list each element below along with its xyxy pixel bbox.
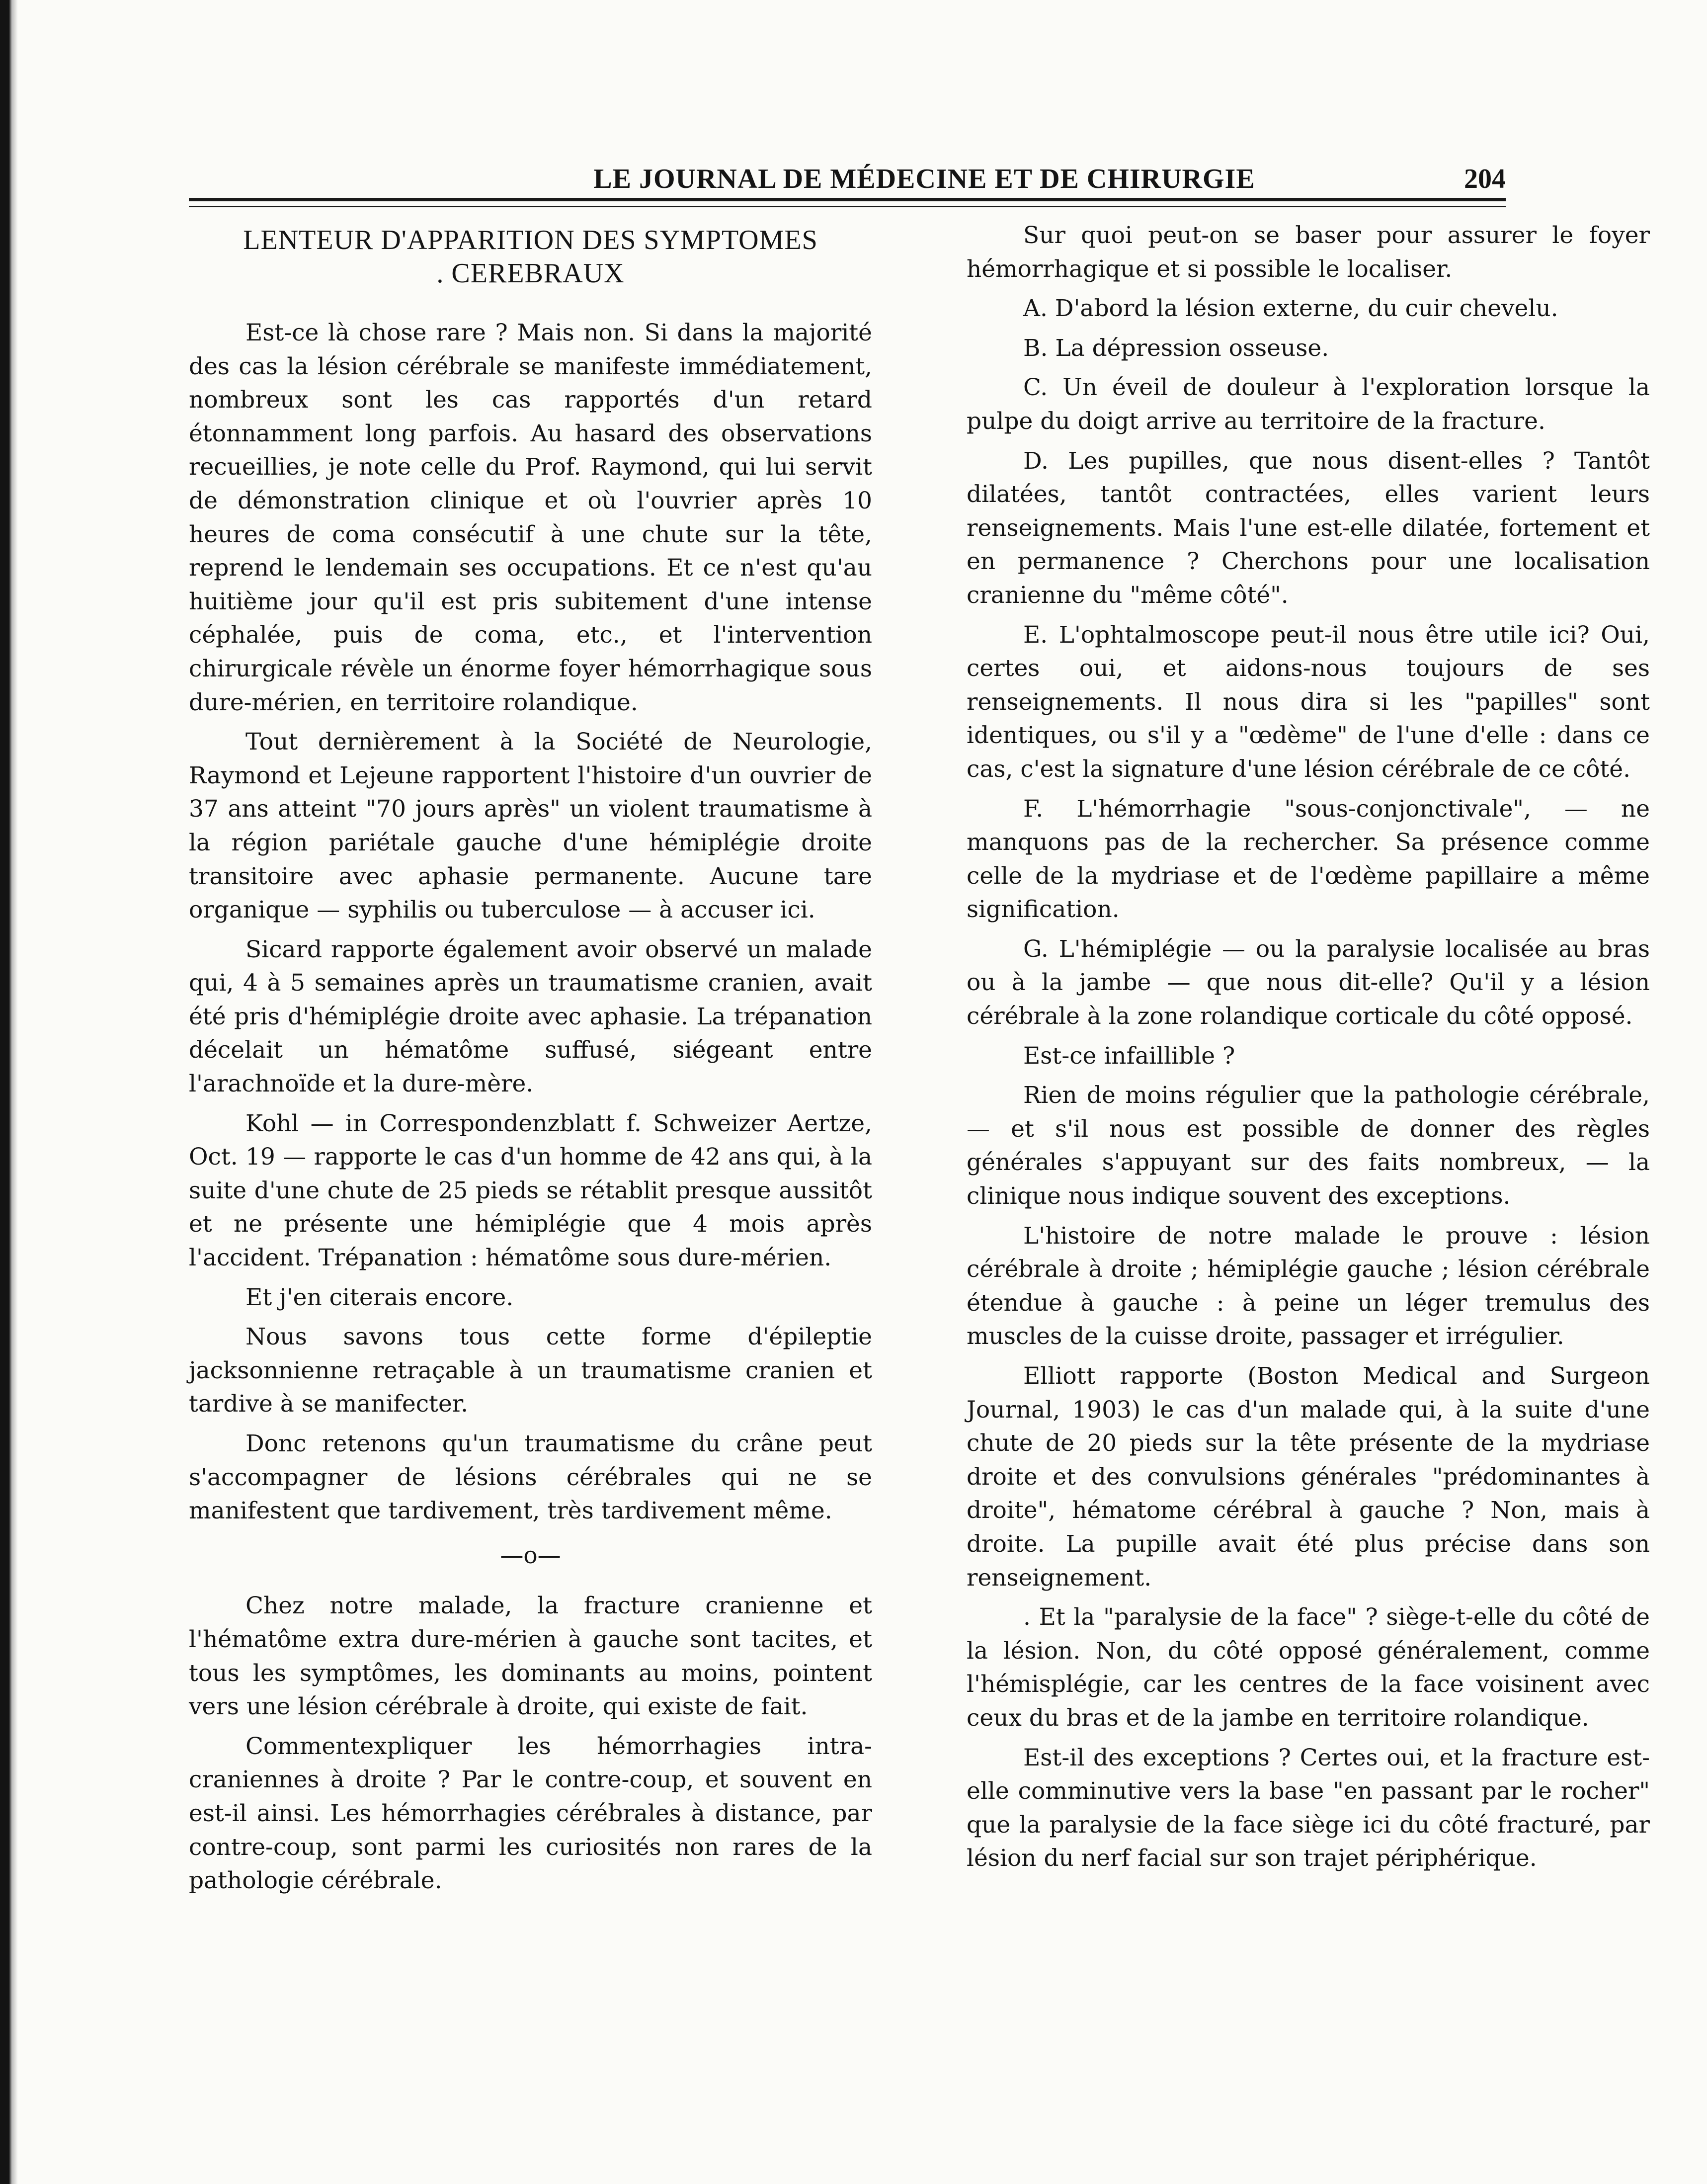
article-title [189,224,872,290]
paragraph: C. Un éveil de douleur à l'exploration lorsque la pulpe du doigt arrive au territoire de la fracture. [967,374,1650,435]
paragraph: F. L'hémorrhagie "sous-conjonctivale", — ne manquons pas de la rechercher. Sa présence comme celle de la mydriase et de l'œdème papillaire a même signification. [967,795,1650,924]
paragraph: Et j'en citerais encore. [245,1283,514,1311]
paragraph: Nous savons tous cette forme d'épileptie jacksonnienne retraçable à un traumatisme cranien et tardive à se manifecter. [189,1323,872,1418]
paragraph: Donc retenons qu'un traumatisme du crâne peut s'accompagner de lésions cérébrales qui ne se manifestent que tardivement, très tardivement même. [189,1430,872,1525]
paragraph: Tout dernièrement à la Société de Neurologie, Raymond et Lejeune rapportent l'histoire d'un ouvrier de 37 ans atteint "70 jours après" un violent traumatisme à la région pariétale gauche d'une hémiplégie droite transitoire avec aphasie permanente. Aucune tare organique — syphilis ou tuberculose — à accuser ici. [189,728,872,924]
header-rule-thick [189,198,1506,201]
page-number: 204 [1464,164,1506,194]
paragraph: Sicard rapporte également avoir observé un malade qui, 4 à 5 semaines après un traumatisme cranien, avait été pris d'hémiplégie droite avec aphasie. La trépanation décelait un hématôme suffusé, siégeant entre l'arachnoïde et la dure-mère. [189,935,872,1098]
article-title-line: LENTEUR D'APPARITION DES SYMPTOMES [243,225,818,255]
page-binding-edge [0,0,18,2184]
paragraph: Est-ce infaillible ? [1023,1042,1235,1070]
paragraph: Rien de moins régulier que la pathologie cérébrale, — et s'il nous est possible de donner des règles générales s'appuyant sur des faits nombreux, — la clinique nous indique souvent des exceptions. [967,1082,1650,1210]
paragraph: E. L'ophtalmoscope peut-il nous être utile ici? Oui, certes oui, et aidons-nous toujours de ses renseignements. Il nous dira si les "papilles" sont identiques, ou s'il y a "œdème" de l'une d'elle : dans ce cas, c'est la signature d'une lésion cérébrale de ce côté. [967,621,1650,783]
paragraph: Est-il des exceptions ? Certes oui, et la fracture est-elle comminutive vers la base "en passant par le rocher" que la paralysie de la face siège ici du côté fracturé, par lésion du nerf facial sur son trajet périphérique. [967,1744,1650,1872]
paragraph: D. Les pupilles, que nous disent-elles ? Tantôt dilatées, tantôt contractées, elles varient leurs renseignements. Mais l'une est-elle dilatée, fortement et en permanence ? Cherchons pour une localisation cranienne du "même côté". [967,447,1650,609]
left-column [189,219,872,1904]
paragraph: Est-ce là chose rare ? Mais non. Si dans la majorité des cas la lésion cérébrale se manifeste immédiatement, nombreux sont les cas rapportés d'un retard étonnamment long parfois. Au hasard des observations recueillies, je note celle du Prof. Raymond, qui lui servit de démonstration clinique et où l'ouvrier après 10 heures de coma consécutif à une chute sur la tête, reprend le lendemain ses occupations. Et ce n'est qu'au huitième jour qu'il est pris subitement d'une intense céphalée, puis de coma, etc., et l'intervention chirurgicale révèle un énorme foyer hémorrhagique sous dure-mérien, en territoire rolandique. [189,319,872,716]
section-separator: —o— [500,1541,561,1569]
paragraph: Kohl — in Correspondenzblatt f. Schweizer Aertze, Oct. 19 — rapporte le cas d'un homme de 42 ans qui, à la suite d'une chute de 25 pieds se rétablit presque aussitôt et ne présente une hémiplégie que 4 mois après l'accident. Trépanation : hématôme sous dure-mérien. [189,1109,872,1272]
paragraph: G. L'hémiplégie — ou la paralysie localisée au bras ou à la jambe — que nous dit-elle? Qu'il y a lésion cérébrale à la zone rolandique corticale du côté opposé. [967,935,1650,1030]
article-title-line: . CEREBRAUX [436,258,625,289]
paragraph: L'histoire de notre malade le prouve : lésion cérébrale à droite ; hémiplégie gauche ; lésion cérébrale étendue à gauche : à peine un léger tremulus des muscles de la cuisse droite, passager et irrégulier. [967,1222,1650,1350]
paragraph: Elliott rapporte (Boston Medical and Surgeon Journal, 1903) le cas d'un malade qui, à la suite d'une chute de 20 pieds sur la tête présente de la mydriase droite et des convulsions générales "prédominantes à droite", hématome cérébral à gauche ? Non, mais à droite. La pupille avait été plus précise dans son renseignement. [967,1362,1650,1592]
paragraph: . Et la "paralysie de la face" ? siège-t-elle du côté de la lésion. Non, du côté opposé généralement, comme l'hémisplégie, car les centres de la face voisinent avec ceux du bras et de la jambe en territoire rolandique. [967,1603,1650,1732]
paragraph: Commentexpliquer les hémorrhagies intra-craniennes à droite ? Par le contre-coup, et souvent en est-il ainsi. Les hémorrhagies cérébrales à distance, par contre-coup, sont parmi les curiosités non rares de la pathologie cérébrale. [189,1732,872,1895]
running-title: LE JOURNAL DE MÉDECINE ET DE CHIRURGIE [593,164,1255,194]
paragraph: Chez notre malade, la fracture cranienne et l'hématôme extra dure-mérien à gauche sont tacites, et tous les symptômes, les dominants au moins, pointent vers une lésion cérébrale à droite, qui existe de fait. [189,1592,872,1721]
paragraph: Sur quoi peut-on se baser pour assurer le foyer hémorrhagique et si possible le localiser. [967,222,1650,283]
header-rule-thin [189,206,1506,207]
right-column [967,219,1650,1881]
paragraph: B. La dépression osseuse. [1023,334,1329,362]
paragraph: A. D'abord la lésion externe, du cuir chevelu. [1023,295,1558,323]
page-header [204,163,1506,194]
